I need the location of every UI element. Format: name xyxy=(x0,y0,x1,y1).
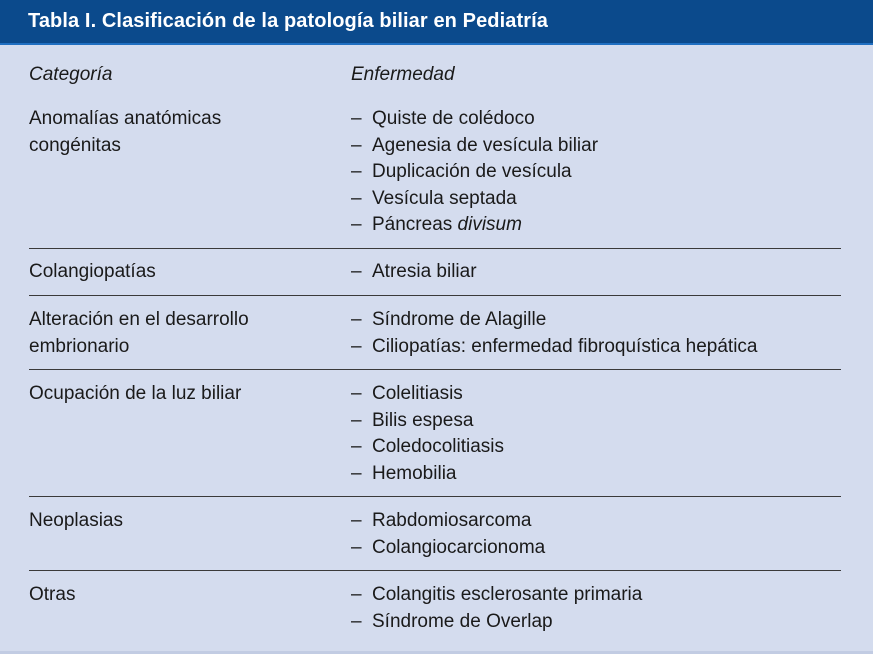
list-item xyxy=(351,159,841,186)
list-item xyxy=(351,381,841,408)
column-header-category: Categoría xyxy=(29,64,113,85)
disease-name: Colangitis esclerosante primaria xyxy=(372,584,643,605)
row-category: Neoplasias xyxy=(29,510,123,531)
disease-name-italic: divisum xyxy=(457,214,522,235)
row-category: Otras xyxy=(29,584,76,605)
dash-bullet: – xyxy=(351,108,362,129)
disease-name: Coledocolitiasis xyxy=(372,436,505,457)
list-item xyxy=(351,106,841,133)
row-divider xyxy=(29,369,841,370)
disease-list xyxy=(351,106,841,239)
list-item xyxy=(351,307,841,334)
list-item xyxy=(351,582,841,609)
disease-list xyxy=(351,381,841,487)
disease-name: Colangiocarcionoma xyxy=(372,536,546,558)
row-category: Anomalías anatómicas congénitas xyxy=(29,108,222,156)
list-item xyxy=(351,508,841,535)
table-title: Tabla I. Clasificación de la patología biliar en Pediatría xyxy=(28,10,549,32)
list-item xyxy=(351,259,841,286)
disease-name: Colelitiasis xyxy=(372,383,463,404)
disease-name: Rabdomiosarcoma xyxy=(372,510,532,531)
disease-list xyxy=(351,508,841,561)
disease-list xyxy=(351,582,841,635)
dash-bullet: – xyxy=(351,510,362,531)
row-divider xyxy=(29,248,841,249)
list-item xyxy=(351,535,841,562)
disease-name: Agenesia de vesícula biliar xyxy=(372,134,599,156)
disease-name: Bilis espesa xyxy=(372,409,474,431)
disease-name: Páncreas xyxy=(372,214,458,235)
disease-list xyxy=(351,307,841,360)
list-item xyxy=(351,434,841,461)
disease-name: Síndrome de Alagille xyxy=(372,309,547,330)
disease-list xyxy=(351,259,841,286)
row-divider xyxy=(29,496,841,497)
table-title-bar xyxy=(0,0,873,45)
dash-bullet: – xyxy=(351,536,362,558)
disease-name: Hemobilia xyxy=(372,462,457,484)
list-item xyxy=(351,609,841,636)
row-divider xyxy=(29,295,841,296)
dash-bullet: – xyxy=(351,187,362,209)
disease-name: Atresia biliar xyxy=(372,261,477,282)
dash-bullet: – xyxy=(351,436,362,457)
dash-bullet: – xyxy=(351,610,362,632)
list-item xyxy=(351,461,841,488)
dash-bullet: – xyxy=(351,309,362,330)
list-item xyxy=(351,186,841,213)
dash-bullet: – xyxy=(351,462,362,484)
disease-name: Duplicación de vesícula xyxy=(372,161,572,182)
list-item xyxy=(351,133,841,160)
row-divider xyxy=(29,570,841,571)
disease-name: Ciliopatías: enfermedad fibroquística hepática xyxy=(372,335,758,357)
list-item xyxy=(351,334,841,361)
dash-bullet: – xyxy=(351,409,362,431)
dash-bullet: – xyxy=(351,383,362,404)
row-category: Ocupación de la luz biliar xyxy=(29,383,242,404)
dash-bullet: – xyxy=(351,261,362,282)
dash-bullet: – xyxy=(351,335,362,357)
dash-bullet: – xyxy=(351,584,362,605)
dash-bullet: – xyxy=(351,161,362,182)
row-category: Colangiopatías xyxy=(29,261,156,282)
dash-bullet: – xyxy=(351,214,362,235)
disease-name: Quiste de colédoco xyxy=(372,108,535,129)
list-item xyxy=(351,212,841,239)
list-item xyxy=(351,408,841,435)
column-header-disease: Enfermedad xyxy=(351,64,455,85)
disease-name: Síndrome de Overlap xyxy=(372,610,553,632)
row-category: Alteración en el desarrollo embrionario xyxy=(29,309,249,357)
disease-name: Vesícula septada xyxy=(372,187,517,209)
dash-bullet: – xyxy=(351,134,362,156)
